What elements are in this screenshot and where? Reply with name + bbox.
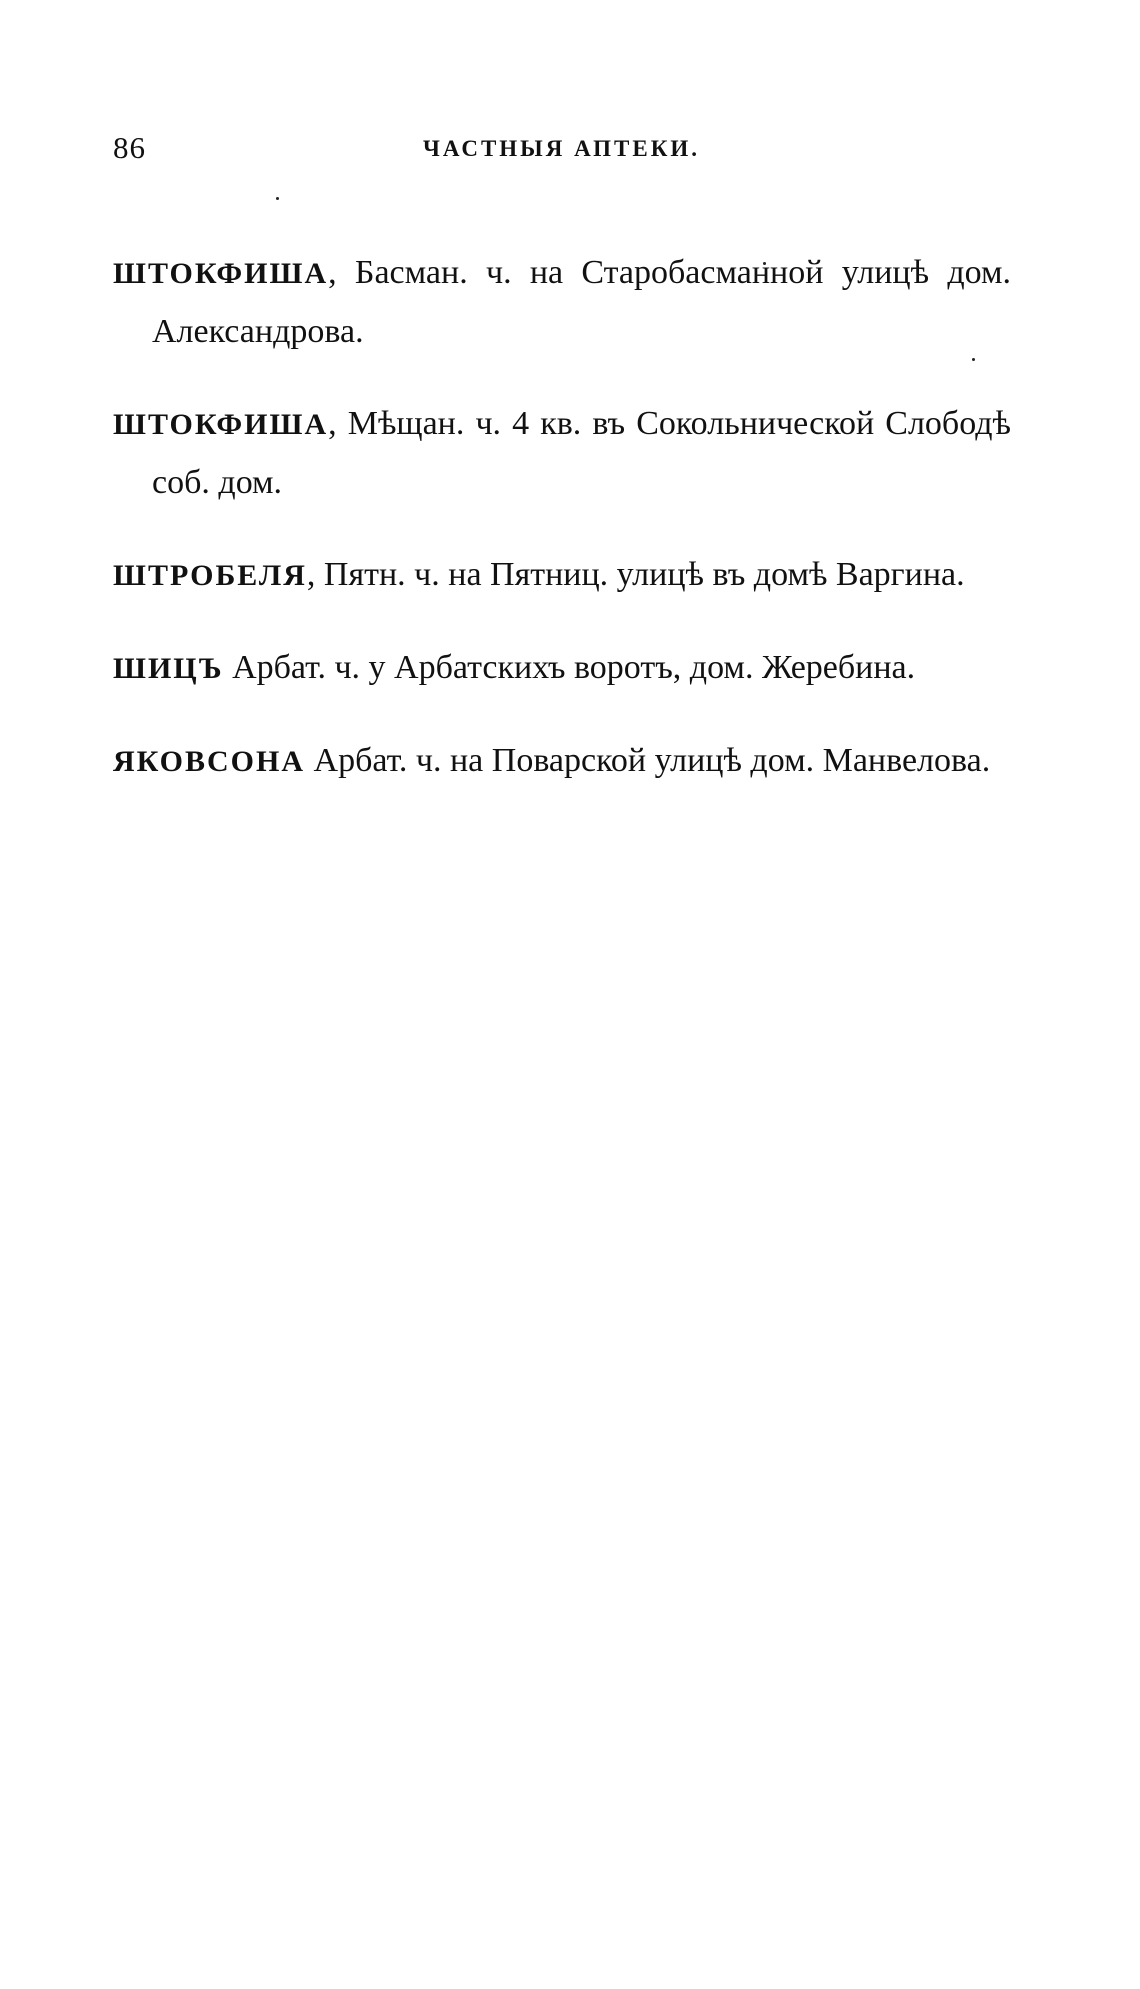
entry-address: , Пятн. ч. на Пятниц. улицѣ въ домѣ Варгина. xyxy=(306,556,965,593)
list-item xyxy=(113,546,1011,605)
entry-address: , Мѣщан. ч. 4 кв. въ Сокольнической Слободѣ соб. дом. xyxy=(152,405,1011,501)
entry-address: , Басман. ч. на Старобасманной улицѣ дом. Александрова. xyxy=(152,254,1011,350)
entry-name: ШТРОБЕЛЯ xyxy=(113,559,307,592)
entry-address: Арбат. ч. на Поварской улицѣ дом. Манвелова. xyxy=(305,742,991,779)
entry-address: Арбат. ч. у Арбатскихъ воротъ, дом. Жеребина. xyxy=(223,649,916,686)
list-item xyxy=(113,395,1011,512)
entry-name: ЯКОВСОНА xyxy=(113,745,306,778)
entry-name: ШИЦЪ xyxy=(113,652,224,685)
list-item xyxy=(113,244,1011,361)
page-header xyxy=(113,130,1013,170)
page-number: 86 xyxy=(113,130,146,165)
print-speck xyxy=(276,197,279,200)
list-item xyxy=(113,639,1011,698)
entry-name: ШТОКФИША xyxy=(113,257,329,290)
list-item xyxy=(113,732,1011,791)
running-title: ЧАСТНЫЯ АПТЕКИ. xyxy=(423,136,701,161)
entry-name: ШТОКФИША xyxy=(113,408,329,441)
apothecary-list xyxy=(113,210,1011,799)
